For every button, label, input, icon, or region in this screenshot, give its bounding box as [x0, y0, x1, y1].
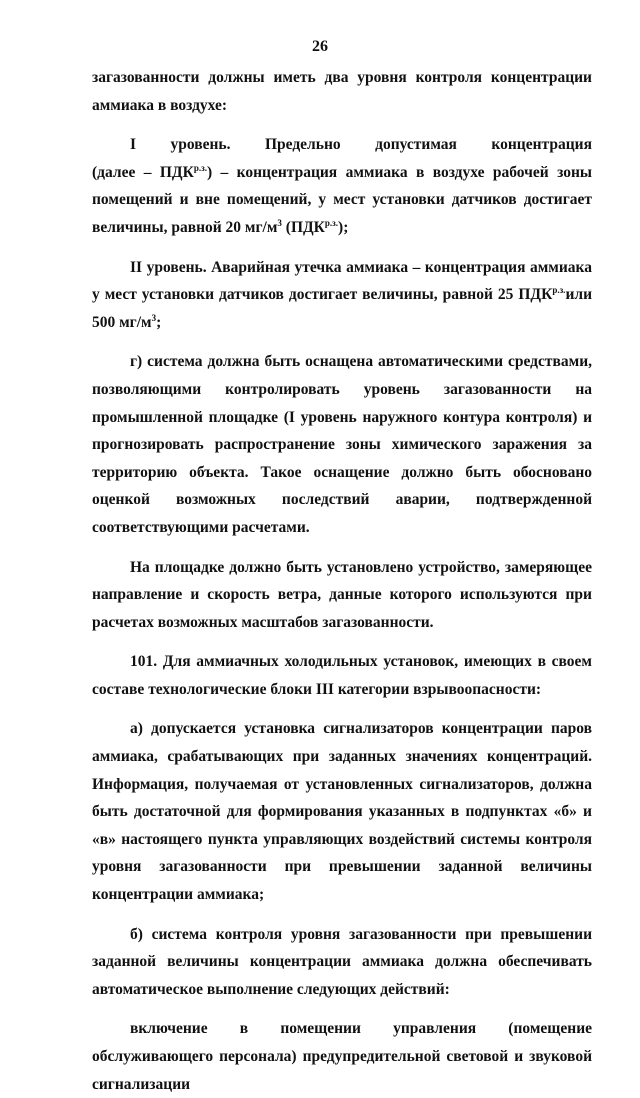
level-one-word-concentration: концентрация	[491, 136, 592, 154]
level-one-word: уровень.	[170, 136, 231, 154]
paragraph-item-g: г) система должна быть оснащена автоматическими средствами, позволяющими контролировать уровень загазованности на промышленной площадке (I уровень наружного контура контроля) и прогнозировать распространение зоны химического заражения за территорию объекта. Такое оснащение должно быть обосновано оценкой возможных последствий аварии, подтвержденной соответствующими расчетами.	[92, 353, 592, 536]
paragraph-level-two: II уровень. Аварийная утечка аммиака – концентрация аммиака у мест установки датчиков достигает величины, равной 25 $ПДК^{р.з.}или$ 500 $мг/м^3$;	[92, 258, 592, 331]
paragraph-item-b: б) система контроля уровня загазованности при превышении заданной величины концентрации аммиака должна обеспечивать автоматическое выполнение следующих действий:	[92, 925, 592, 998]
paragraph-gas-levels-intro: загазованности должны иметь два уровня контроля концентрации аммиака в воздухе:	[92, 69, 592, 114]
level-one-word-permissible: допустимая	[375, 136, 457, 154]
paragraph-item-a: а) допускается установка сигнализаторов концентрации паров аммиака, срабатывающих при заданных значениях концентраций. Информация, получаемая от установленных сигнализаторов, должна быть достаточной для формирования указанных в подпунктах «б» и «в» настоящего пункта управляющих воздействий системы контроля уровня загазованности при превышении заданной величины концентрации аммиака;	[92, 720, 592, 904]
level-one-word-limit: Предельно	[264, 136, 341, 154]
level-one-numeral: I	[130, 136, 137, 154]
paragraph-level-one: (далее – $ПДК^{р.з.}$) – концентрация аммиака в воздухе рабочей зоны помещений и вне помещений, у мест установки датчиков достигает величины, равной 20 $мг/м^3$ $(ПДК^{р.з.})$;	[92, 162, 592, 236]
paragraph-wind-device: На площадке должно быть установлено устройство, замеряющее направление и скорость ветра, данные которого используются при расчетах возможных масштабов загазованности.	[92, 558, 592, 631]
level-one-heading	[92, 131, 592, 159]
page-number: 26	[312, 38, 328, 55]
paragraph-control-room-alarm: включение в помещении управления (помещение обслуживающего персонала) предупредительной световой и звуковой сигнализации	[92, 1020, 592, 1093]
document-body	[92, 64, 592, 1098]
paragraph-item-101: 101. Для аммиачных холодильных установок, имеющих в своем составе технологические блоки III категории взрывоопасности:	[92, 653, 592, 698]
